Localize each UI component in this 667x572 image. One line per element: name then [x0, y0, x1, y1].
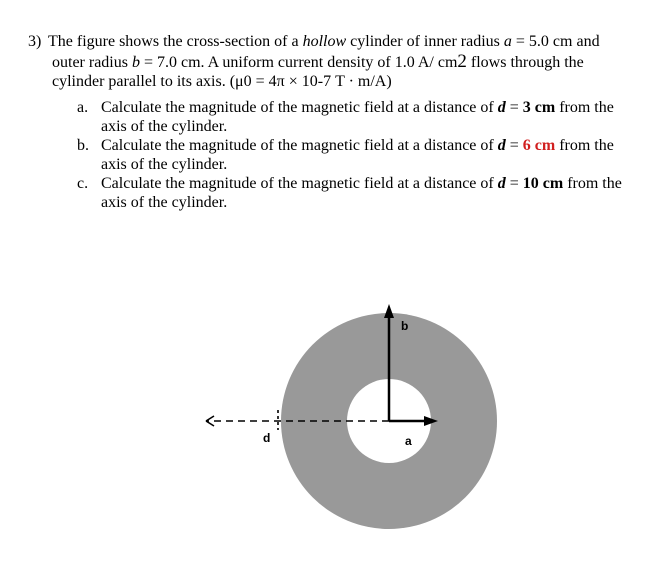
- radius-b-arrowhead: [384, 304, 394, 318]
- part-text: axis of the cylinder.: [101, 194, 228, 211]
- stem-text: outer radius: [52, 54, 128, 71]
- variable-d: d: [497, 99, 506, 116]
- exponent-2: 2: [457, 51, 467, 72]
- problem-number: 3): [28, 33, 42, 50]
- variable-d: d: [497, 175, 506, 192]
- equals-sign: =: [505, 137, 523, 154]
- distance-d-arrowhead: [206, 416, 214, 426]
- distance-value: 10 cm: [522, 175, 564, 192]
- stem-text: = 7.0 cm. A uniform current density of 1.0 A/ cm: [143, 54, 458, 71]
- part-text: Calculate the magnitude of the magnetic field at a distance of: [101, 99, 494, 116]
- equals-sign: =: [505, 99, 523, 116]
- part-text: axis of the cylinder.: [101, 118, 228, 135]
- part-text: axis of the cylinder.: [101, 156, 228, 173]
- distance-value: 3 cm: [522, 99, 556, 116]
- hollow-word: hollow: [302, 33, 347, 50]
- label-d: d: [263, 431, 271, 445]
- part-letter: a.: [77, 99, 89, 116]
- stem-text: cylinder of inner radius: [350, 33, 500, 50]
- label-b: b: [401, 319, 409, 333]
- variable-b: b: [131, 54, 140, 71]
- stem-text: flows through the: [470, 54, 584, 71]
- stem-text: = 5.0 cm and: [515, 33, 600, 50]
- stem-text: The figure shows the cross-section of a: [48, 33, 299, 50]
- variable-a: a: [503, 33, 512, 50]
- part-text: from the: [559, 137, 614, 154]
- distance-value: 6 cm: [522, 137, 556, 154]
- part-letter: c.: [77, 175, 89, 192]
- part-letter: b.: [77, 137, 89, 154]
- part-text: Calculate the magnitude of the magnetic field at a distance of: [101, 175, 494, 192]
- variable-d: d: [497, 137, 506, 154]
- label-a: a: [405, 434, 412, 448]
- part-text: Calculate the magnitude of the magnetic field at a distance of: [101, 137, 494, 154]
- equals-sign: =: [505, 175, 523, 192]
- part-text: from the: [559, 99, 614, 116]
- stem-text: cylinder parallel to its axis. (μ0 = 4π × 10-7 T · m/A): [52, 73, 392, 90]
- part-text: from the: [567, 175, 622, 192]
